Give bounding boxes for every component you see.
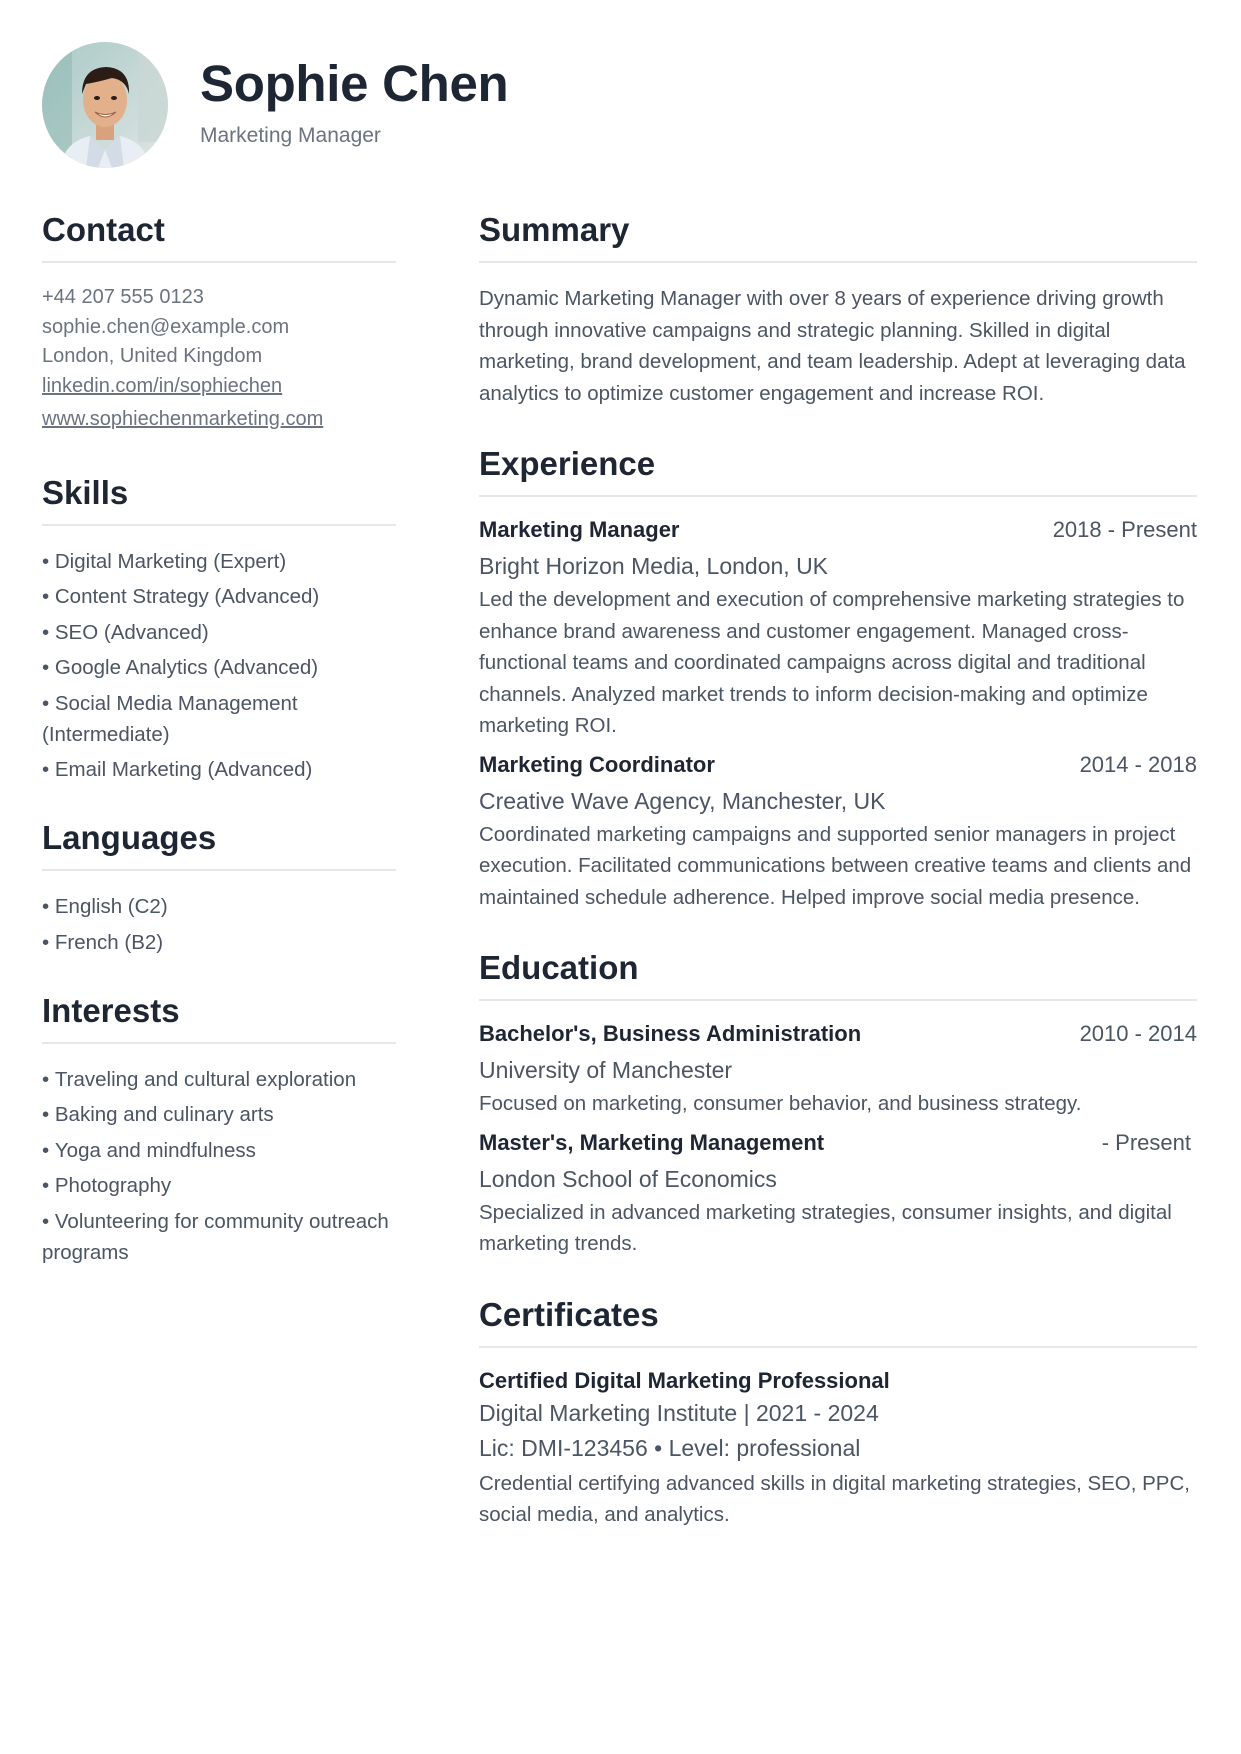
list-item: • Yoga and mindfulness [42, 1135, 396, 1166]
school: London School of Economics [479, 1165, 777, 1192]
list-item: • Digital Marketing (Expert) [42, 546, 396, 577]
job-dates: 2014 - 2018 [1079, 751, 1197, 777]
languages-list [42, 891, 396, 958]
certificate-issuer: Digital Marketing Institute | 2021 - 2024 [479, 1399, 879, 1426]
list-item: • Volunteering for community outreach programs [42, 1206, 396, 1268]
list-item: • French (B2) [42, 927, 396, 958]
certificate-description: Credential certifying advanced skills in digital marketing strategies, SEO, PPC, social media, and analytics. [479, 1471, 1190, 1526]
list-item: • Social Media Management (Intermediate) [42, 688, 396, 750]
skills-heading: Skills [42, 468, 396, 526]
certificate-name: Certified Digital Marketing Professional [479, 1367, 890, 1393]
candidate-name: Sophie Chen [200, 55, 509, 112]
avatar [42, 42, 168, 168]
contact-email: sophie.chen@example.com [42, 315, 290, 338]
job-description: Led the development and execution of comprehensive marketing strategies to enhance brand awareness and customer engagement. Managed cross-functional teams and coordinated campaigns across digital and traditional channels. Analyzed market trends to inform decision-making and optimize marketing ROI. [479, 588, 1185, 737]
certificate-license: Lic: DMI-123456 • Level: professional [479, 1434, 861, 1461]
interests-heading: Interests [42, 986, 396, 1044]
website-link[interactable]: www.sophiechenmarketing.com [42, 408, 324, 430]
interests-list [42, 1064, 396, 1268]
job-dates: 2018 - Present [1052, 517, 1197, 542]
experience-heading: Experience [479, 439, 1197, 497]
contact-heading: Contact [42, 205, 396, 263]
list-item: • Content Strategy (Advanced) [42, 581, 396, 612]
list-item: • English (C2) [42, 891, 396, 922]
education-heading: Education [479, 943, 1197, 1001]
contact-phone: +44 207 555 0123 [42, 286, 204, 308]
school: University of Manchester [479, 1057, 733, 1083]
education-entry [479, 1021, 1197, 1120]
experience-entry [479, 752, 1197, 914]
profile-photo [42, 42, 168, 168]
job-role: Marketing Manager [479, 517, 680, 542]
contact-list [42, 283, 396, 435]
education-description: Specialized in advanced marketing strategies, consumer insights, and digital marketing trends. [479, 1200, 1172, 1255]
right-column [479, 205, 1197, 1531]
list-item: • Email Marketing (Advanced) [42, 754, 396, 785]
list-item: • Traveling and cultural exploration [42, 1064, 396, 1095]
languages-heading: Languages [42, 813, 396, 871]
education-description: Focused on marketing, consumer behavior, and business strategy. [479, 1092, 1082, 1115]
job-role: Marketing Coordinator [479, 751, 715, 777]
summary-text: Dynamic Marketing Manager with over 8 years of experience driving growth through innovative campaigns and strategic planning. Skilled in digital marketing, brand development, and team leadership. Adept at leveraging data analytics to optimize customer engagement and increase ROI. [479, 287, 1186, 405]
left-column [42, 205, 396, 1272]
education-entry [479, 1130, 1197, 1260]
job-description: Coordinated marketing campaigns and supported senior managers in project execution. Facilitated communications between creative teams and clients and maintained schedule adherence. Helped improve social media presence. [479, 822, 1192, 909]
list-item: • SEO (Advanced) [42, 617, 396, 648]
certificate-entry [479, 1368, 1197, 1531]
list-item: • Baking and culinary arts [42, 1099, 396, 1130]
degree: Bachelor's, Business Administration [479, 1021, 862, 1046]
experience-entry [479, 517, 1197, 742]
resume-header [42, 40, 508, 170]
education-dates: 2010 - 2014 [1079, 1021, 1197, 1046]
candidate-title: Marketing Manager [200, 124, 381, 147]
job-company: Bright Horizon Media, London, UK [479, 553, 829, 579]
skills-list [42, 546, 396, 786]
linkedin-link[interactable]: linkedin.com/in/sophiechen [42, 374, 283, 397]
summary-heading: Summary [479, 205, 1197, 263]
degree: Master's, Marketing Management [479, 1129, 825, 1155]
job-company: Creative Wave Agency, Manchester, UK [479, 787, 886, 814]
education-dates: - Present [1101, 1129, 1191, 1155]
contact-location: London, United Kingdom [42, 345, 263, 367]
list-item: • Photography [42, 1170, 396, 1201]
list-item: • Google Analytics (Advanced) [42, 652, 396, 683]
certificates-heading: Certificates [479, 1290, 1197, 1348]
